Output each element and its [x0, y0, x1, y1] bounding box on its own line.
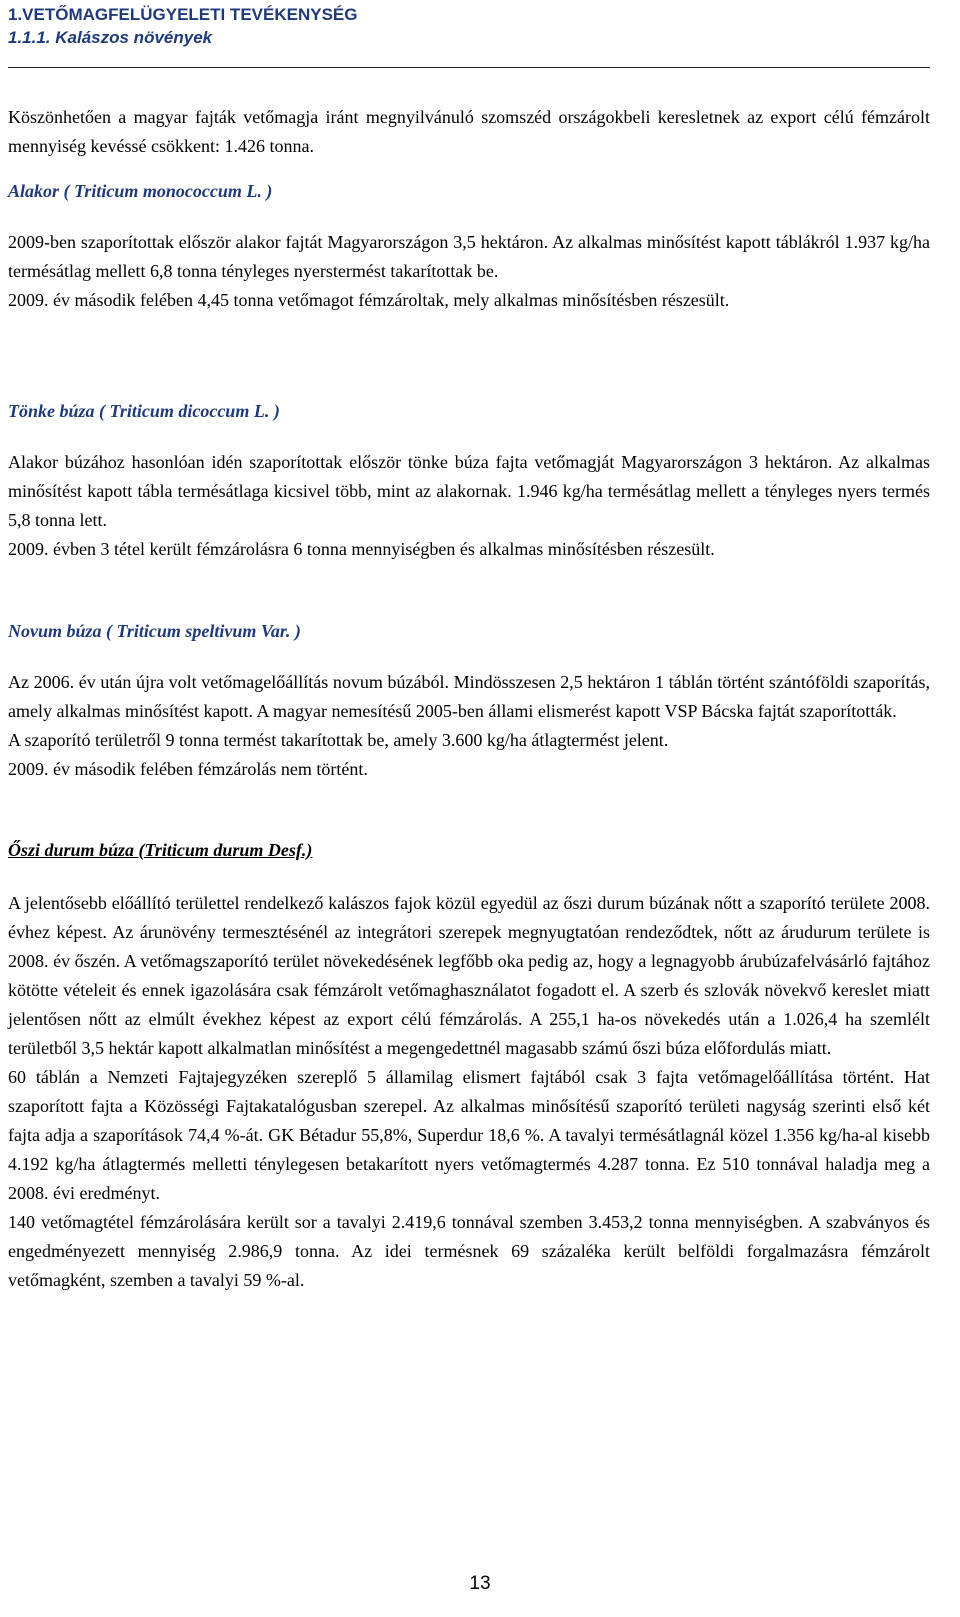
header-divider — [8, 67, 930, 68]
novum-paragraph-1: Az 2006. év után újra volt vetőmagelőállítás novum búzából. Mindösszesen 2,5 hektáron 1 táblán történt szántóföldi szaporítás, amely alkalmas minősítést kapott. A magyar nemesítésű 2005-ben állami elismerést kapott VSP Bácska fajtát szaporították. — [8, 672, 930, 721]
chapter-heading: 1.VETŐMAGFELÜGYELETI TEVÉKENYSÉG — [8, 5, 358, 24]
novum-section — [8, 617, 930, 784]
durum-paragraph-1: A jelentősebb előállító területtel rendelkező kalászos fajok közül egyedül az őszi durum búzának nőtt a szaporító területe 2008. évhez képest. Az árunövény termesztésénél az integrátori szerepek megnyugtatóan rendeződtek, nőtt az árudurum területe is 2008. év őszén. A vetőmagszaporító terület növekedésének legfőbb oka pedig az, hogy a legnagyobb árubúzafelvásárló fajtához kötötte vételeit és ennek igazolására csak fémzárolt vetőmaghasználatot fogadott el. A szerb és szlovák növekvő kereslet miatt jelentősen nőtt az elmúlt évekhez képest az export célú fémzárolás. A 255,1 ha-os növekedés után a 1.026,4 ha szemlélt területből 3,5 hektár kapott alkalmatlan minősítést a megengedettnél magasabb számú őszi búza előfordulás miatt. — [8, 893, 930, 1058]
durum-paragraph-2: 60 táblán a Nemzeti Fajtajegyzéken szereplő 5 államilag elismert fajtából csak 3 fajta vetőmagelőállítása történt. Hat szaporított fajta a Közösségi Fajtakatalógusban szerepel. Az alkalmas minősítésű szaporító területi nagyság szerinti első két fajta adja a szaporítások 74,4 %-át. GK Bétadur 55,8%, Superdur 18,6 %. A tavalyi termésátlagnál közel 1.356 kg/ha-al kisebb 4.192 kg/ha átlagtermés melletti ténylegesen betakarított nyers vetőmagtermés 4.287 tonna. Ez 510 tonnával haladja meg a 2008. évi eredményt. — [8, 1067, 930, 1203]
novum-title: Novum búza ( Triticum speltivum Var. ) — [8, 621, 301, 641]
section-heading: 1.1.1. Kalászos növények — [8, 28, 213, 47]
alakor-title: Alakor ( Triticum monococcum L. ) — [8, 181, 273, 201]
novum-paragraph-3: 2009. év második felében fémzárolás nem történt. — [8, 759, 368, 779]
durum-paragraph-3: 140 vetőmagtétel fémzárolására került sor a tavalyi 2.419,6 tonnával szemben 3.453,2 tonna mennyiségben. A szabványos és engedményezett mennyiség 2.986,9 tonna. Az idei termésnek 69 százaléka került belföldi forgalmazásra fémzárolt vetőmagként, szemben a tavalyi 59 %-al. — [8, 1212, 930, 1290]
alakor-section — [8, 177, 930, 315]
tonke-paragraph-1: Alakor búzához hasonlóan idén szaporítottak először tönke búza fajta vetőmagját Magyarországon 3 hektáron. Az alkalmas minősítést kapott tábla termésátlaga kicsivel több, mint az alakornak. 1.946 kg/ha termésátlag mellett a tényleges nyers termés 5,8 tonna lett. — [8, 452, 930, 530]
alakor-paragraph-2: 2009. év második felében 4,45 tonna vetőmagot fémzároltak, mely alkalmas minősítésben részesült. — [8, 290, 730, 310]
novum-paragraph-2: A szaporító területről 9 tonna termést takarítottak be, amely 3.600 kg/ha átlagtermést jelent. — [8, 730, 669, 750]
durum-title: Őszi durum búza (Triticum durum Desf.) — [8, 840, 313, 860]
page-number: 13 — [469, 1573, 491, 1594]
tonke-title: Tönke búza ( Triticum dicoccum L. ) — [8, 401, 280, 421]
alakor-paragraph-1: 2009-ben szaporítottak először alakor fajtát Magyarországon 3,5 hektáron. Az alkalmas minősítést kapott táblákról 1.937 kg/ha termésátlag mellett 6,8 tonna tényleges nyerstermést takarítottak be. — [8, 232, 930, 281]
intro-block — [8, 103, 930, 161]
tonke-section — [8, 397, 930, 564]
intro-paragraph: Köszönhetően a magyar fajták vetőmagja iránt megnyilvánuló szomszéd országokbeli keresletnek az export célú fémzárolt mennyiség kevéssé csökkent: 1.426 tonna. — [8, 107, 930, 156]
durum-section — [8, 836, 930, 1295]
tonke-paragraph-2: 2009. évben 3 tétel került fémzárolásra 6 tonna mennyiségben és alkalmas minősítésben részesült. — [8, 539, 715, 559]
